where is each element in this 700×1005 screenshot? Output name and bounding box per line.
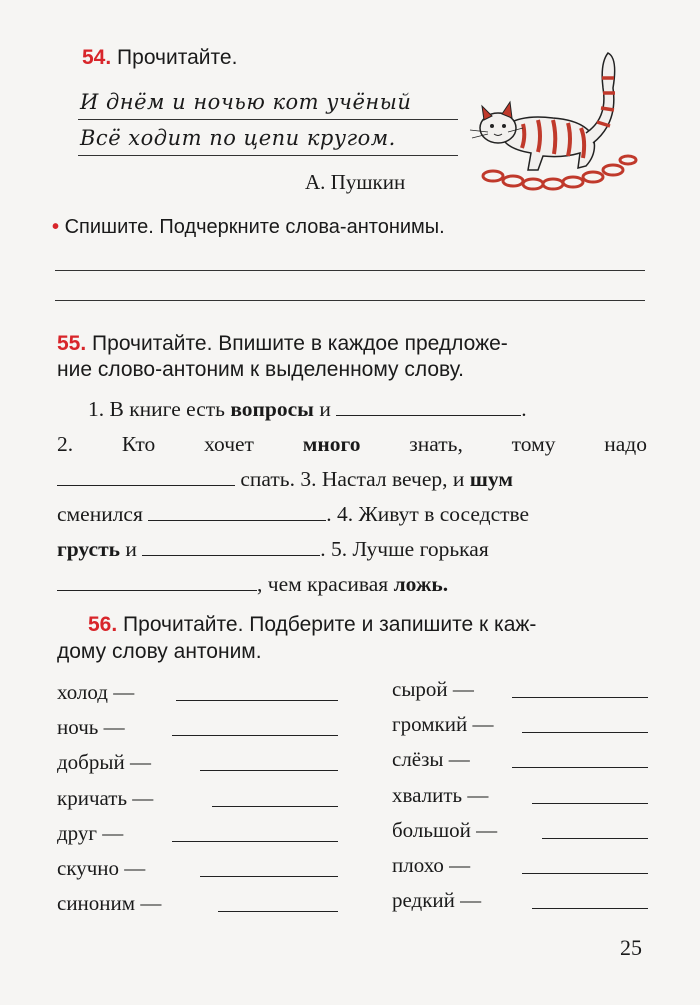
antonym-word: громкий — [392, 712, 468, 736]
antonym-blank-right-3[interactable] — [532, 803, 648, 804]
poem-line-1 — [80, 90, 460, 114]
poem-line-2-text: Всё ходит по цепи кругом. — [80, 126, 396, 150]
dash: — — [132, 786, 154, 810]
s2-word-5: надо — [604, 432, 647, 456]
antonym-left-3 — [57, 786, 153, 811]
sentence-4-5 — [57, 533, 489, 565]
antonym-blank-left-6[interactable] — [218, 911, 338, 912]
exercise-56-title-2: дому слову антоним. — [57, 640, 262, 663]
scholar-cat-illustration — [468, 48, 643, 198]
s1-end: . — [521, 397, 527, 421]
dash: — — [140, 891, 162, 915]
antonym-right-0 — [392, 677, 474, 702]
poem-line-1-text: И днём и ночью кот учёный — [80, 90, 412, 114]
antonym-blank-left-0[interactable] — [176, 700, 338, 701]
exercise-54-heading — [82, 46, 237, 70]
antonym-blank-right-1[interactable] — [522, 732, 648, 733]
antonym-blank-left-5[interactable] — [200, 876, 338, 877]
dash: — — [467, 783, 489, 807]
antonym-right-6 — [392, 888, 481, 913]
poem-rule-1 — [78, 119, 458, 120]
antonym-word: хвалить — [392, 783, 463, 807]
exercise-55-number: 55. — [57, 332, 87, 355]
antonym-blank-right-5[interactable] — [522, 873, 648, 874]
antonym-word: синоним — [57, 891, 136, 915]
s2-word-3: знать, — [409, 432, 463, 456]
sentence-1 — [88, 393, 527, 425]
s1-text-a: 1. В книге есть — [88, 397, 225, 421]
s1-blank[interactable] — [336, 397, 521, 416]
antonym-blank-right-6[interactable] — [532, 908, 648, 909]
exercise-55-heading — [57, 332, 508, 356]
antonym-left-5 — [57, 856, 145, 881]
s3-text-a: сменился — [57, 502, 143, 526]
antonym-blank-right-2[interactable] — [512, 767, 648, 768]
s1-text-b: и — [319, 397, 331, 421]
poem-line-2 — [80, 126, 460, 150]
antonym-right-3 — [392, 783, 488, 808]
antonym-blank-right-0[interactable] — [512, 697, 648, 698]
sentence-3-4 — [57, 498, 529, 530]
s2-word-2: хочет — [204, 432, 254, 456]
poem-rule-2 — [78, 155, 458, 156]
antonym-left-0 — [57, 680, 134, 705]
bullet-icon: • — [52, 216, 60, 238]
antonym-right-2 — [392, 747, 470, 772]
s5-text-b: , чем красивая — [257, 572, 389, 596]
s1-bold-word: вопросы — [230, 397, 314, 421]
dash: — — [460, 888, 482, 912]
antonym-right-1 — [392, 712, 493, 737]
s3-bold-word: шум — [469, 467, 514, 491]
antonym-left-6 — [57, 891, 161, 916]
antonym-right-4 — [392, 818, 497, 843]
antonym-word: друг — [57, 821, 98, 845]
dash: — — [448, 747, 470, 771]
exercise-54-number: 54. — [82, 46, 112, 69]
exercise-56-heading — [88, 613, 536, 637]
antonym-word: большой — [392, 818, 471, 842]
exercise-56-number: 56. — [88, 613, 118, 636]
antonym-left-1 — [57, 715, 125, 740]
antonym-blank-right-4[interactable] — [542, 838, 648, 839]
antonym-blank-left-2[interactable] — [200, 770, 338, 771]
antonym-word: сырой — [392, 677, 448, 701]
antonym-word: кричать — [57, 786, 128, 810]
antonym-word: слёзы — [392, 747, 444, 771]
exercise-54-task-text: Спишите. Подчеркните слова-антонимы. — [64, 216, 445, 238]
s4-bold-word: грусть — [57, 537, 120, 561]
antonym-word: ночь — [57, 715, 99, 739]
dash: — — [113, 680, 135, 704]
exercise-56-title-1: Прочитайте. Подберите и запишите к каж- — [123, 613, 537, 636]
sentence-5 — [57, 568, 448, 600]
s2-word-4: тому — [511, 432, 556, 456]
antonym-right-5 — [392, 853, 470, 878]
sentence-2 — [57, 428, 647, 460]
s4-blank[interactable] — [142, 537, 320, 556]
s5-text-a: . 5. Лучше горькая — [320, 537, 489, 561]
poem-author: А. Пушкин — [305, 170, 406, 194]
writing-line-2[interactable] — [55, 300, 645, 301]
s2-bold-word: много — [302, 432, 361, 456]
dash: — — [124, 856, 146, 880]
s4-text-b: и — [125, 537, 137, 561]
s2-word-1: Кто — [121, 432, 156, 456]
antonym-left-2 — [57, 750, 151, 775]
writing-line-1[interactable] — [55, 270, 645, 271]
page-number: 25 — [620, 935, 642, 960]
dash: — — [449, 853, 471, 877]
s4-text-a: . 4. Живут в соседстве — [326, 502, 530, 526]
antonym-blank-left-1[interactable] — [172, 735, 338, 736]
antonym-word: добрый — [57, 750, 125, 774]
s2-blank[interactable] — [57, 467, 235, 486]
dash: — — [476, 818, 498, 842]
s2-text-g: спать. 3. Настал вечер, и — [240, 467, 465, 491]
antonym-word: редкий — [392, 888, 455, 912]
dash: — — [102, 821, 124, 845]
dash: — — [472, 712, 494, 736]
exercise-54-title: Прочитайте. — [117, 46, 238, 69]
exercise-55-title-1: Прочитайте. Впишите в каждое предложе- — [92, 332, 508, 355]
s5-bold-word: ложь. — [393, 572, 449, 596]
antonym-word: плохо — [392, 853, 444, 877]
antonym-left-4 — [57, 821, 123, 846]
s3-blank[interactable] — [148, 502, 326, 521]
antonym-word: холод — [57, 680, 108, 704]
dash: — — [452, 677, 474, 701]
dash: — — [129, 750, 151, 774]
dash: — — [103, 715, 125, 739]
antonym-word: скучно — [57, 856, 120, 880]
s5-blank[interactable] — [57, 572, 257, 591]
exercise-55-title-2: ние слово-антоним к выделенному слову. — [57, 358, 464, 381]
antonym-blank-left-4[interactable] — [172, 841, 338, 842]
exercise-54-task — [52, 216, 445, 239]
antonym-blank-left-3[interactable] — [212, 806, 338, 807]
s2-num: 2. — [57, 432, 74, 456]
sentence-2-3 — [57, 463, 513, 495]
